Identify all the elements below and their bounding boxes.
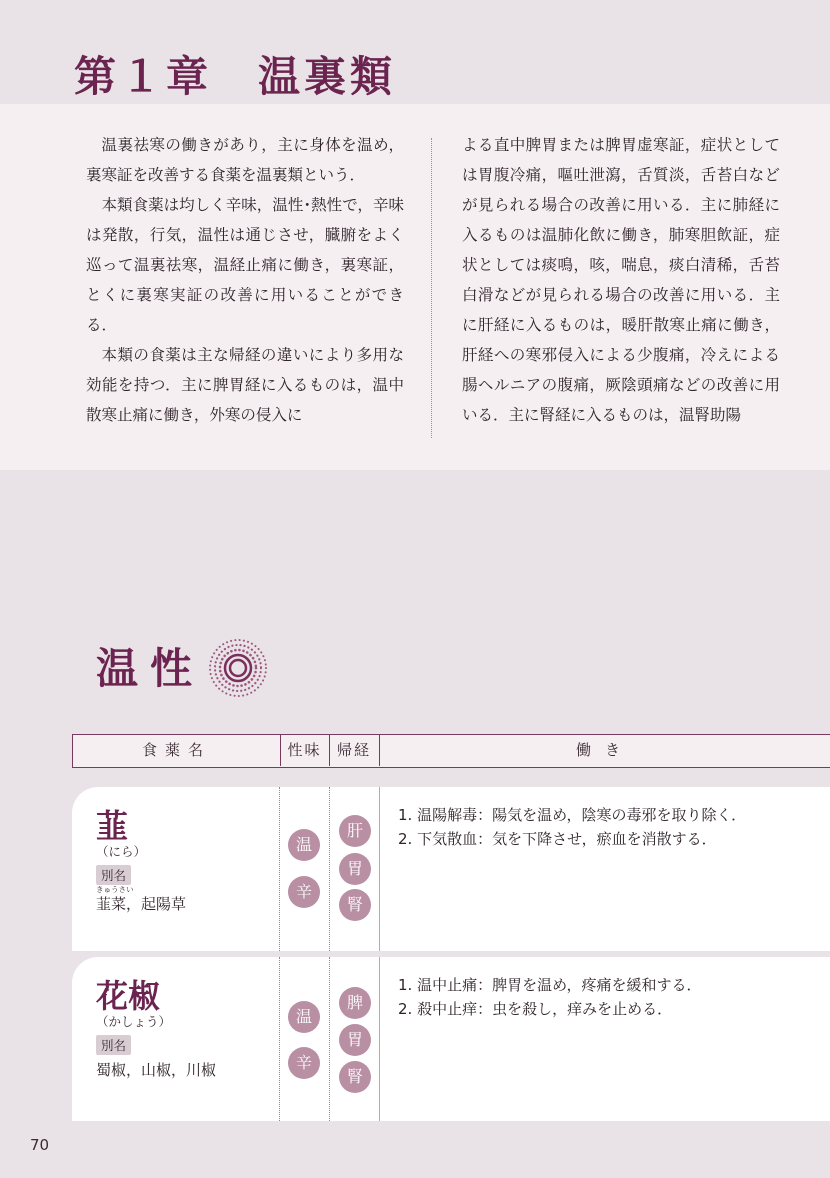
food-reading: （にら） (96, 844, 147, 859)
action-item: 2. 殺中止痒：虫を殺し，痒みを止める． (398, 1000, 673, 1018)
chapter-title: 第１章 温裏類 (74, 52, 397, 101)
section-title: 温性 (96, 644, 205, 693)
meridian-badge: 腎 (339, 1061, 371, 1093)
intro-paragraph: 温裏祛寒の働きがあり，主に身体を温め，裏寒証を改善する食薬を温裏類という． (86, 136, 404, 184)
intro-paragraph: よる直中脾胃または脾胃虚寒証，症状としては胃腹冷痛，嘔吐泄瀉，舌質淡，舌苔白などが見られる場合の改善に用いる．主に肺経に入るものは温肺化飲に働き，肺寒胆飲証，症状としては痰鳴，咳，喘息，痰白清稀，舌苔白滑などが見られる場合の改善に用いる．主に肝経に入るものは，暖肝散寒止痛に働き，肝経への寒邪侵入による少腹痛，冷えによる腸ヘルニアの腹痛，厥陰頭痛などの改善に用いる．主に腎経に入るものは，温腎助陽 (462, 136, 780, 424)
nature-badge: 温 (288, 1001, 320, 1033)
intro-right-column (462, 130, 780, 430)
action-item: 2. 下気散血：気を下降させ，瘀血を消散する． (398, 830, 717, 848)
action-list (398, 803, 746, 851)
action-list (398, 973, 701, 1021)
action-item: 1. 温中止痛：脾胃を温め，疼痛を緩和する． (398, 976, 702, 994)
meridian-badge: 脾 (339, 987, 371, 1019)
alias-furigana: きゅうさい (96, 885, 134, 894)
taste-badge: 辛 (288, 1047, 320, 1079)
header-action: 働き (575, 741, 634, 759)
food-reading: （かしょう） (96, 1014, 172, 1029)
row-divider (329, 957, 330, 1121)
intro-paragraph: 本類食薬は均しく辛味，温性･熱性で，辛味は発散，行気，温性は通じさせ，臓腑をよく巡って温裏祛寒，温経止痛に働き，裏寒証，とくに裏寒実証の改善に用いることができる． (86, 196, 404, 334)
nature-badge: 温 (288, 829, 320, 861)
header-meridian: 帰経 (329, 735, 380, 766)
table-row (72, 787, 830, 951)
alias-label-badge: 別名 (96, 1035, 131, 1055)
alias-label-badge: 別名 (96, 865, 131, 885)
food-name: 韮 (96, 807, 129, 845)
intro-paragraph: 本類の食薬は主な帰経の違いにより多用な効能を持つ．主に脾胃経に入るものは，温中散寒止痛に働き，外寒の侵入に (86, 346, 404, 424)
table-row (72, 957, 830, 1121)
page-number: 70 (30, 1136, 50, 1154)
table-header (72, 734, 830, 768)
column-divider (431, 138, 432, 438)
header-food-name: 食薬名 (73, 735, 281, 766)
row-divider (329, 787, 330, 951)
food-name: 花椒 (96, 977, 161, 1015)
meridian-badge: 肝 (339, 815, 371, 847)
concentric-dots-icon (208, 638, 268, 698)
meridian-badge: 胃 (339, 1024, 371, 1056)
intro-left-column (86, 130, 404, 430)
row-divider (379, 787, 380, 951)
header-taste: 性味 (280, 735, 330, 766)
meridian-badge: 胃 (339, 853, 371, 885)
row-divider (279, 957, 280, 1121)
alias-text: 蜀椒，山椒，川椒 (96, 1061, 217, 1079)
row-divider (279, 787, 280, 951)
taste-badge: 辛 (288, 876, 320, 908)
action-item: 1. 温陽解毒：陽気を温め，陰寒の毒邪を取り除く． (398, 806, 747, 824)
row-divider (379, 957, 380, 1121)
alias-text: 韮菜，起陽草 (96, 895, 187, 913)
meridian-badge: 腎 (339, 889, 371, 921)
